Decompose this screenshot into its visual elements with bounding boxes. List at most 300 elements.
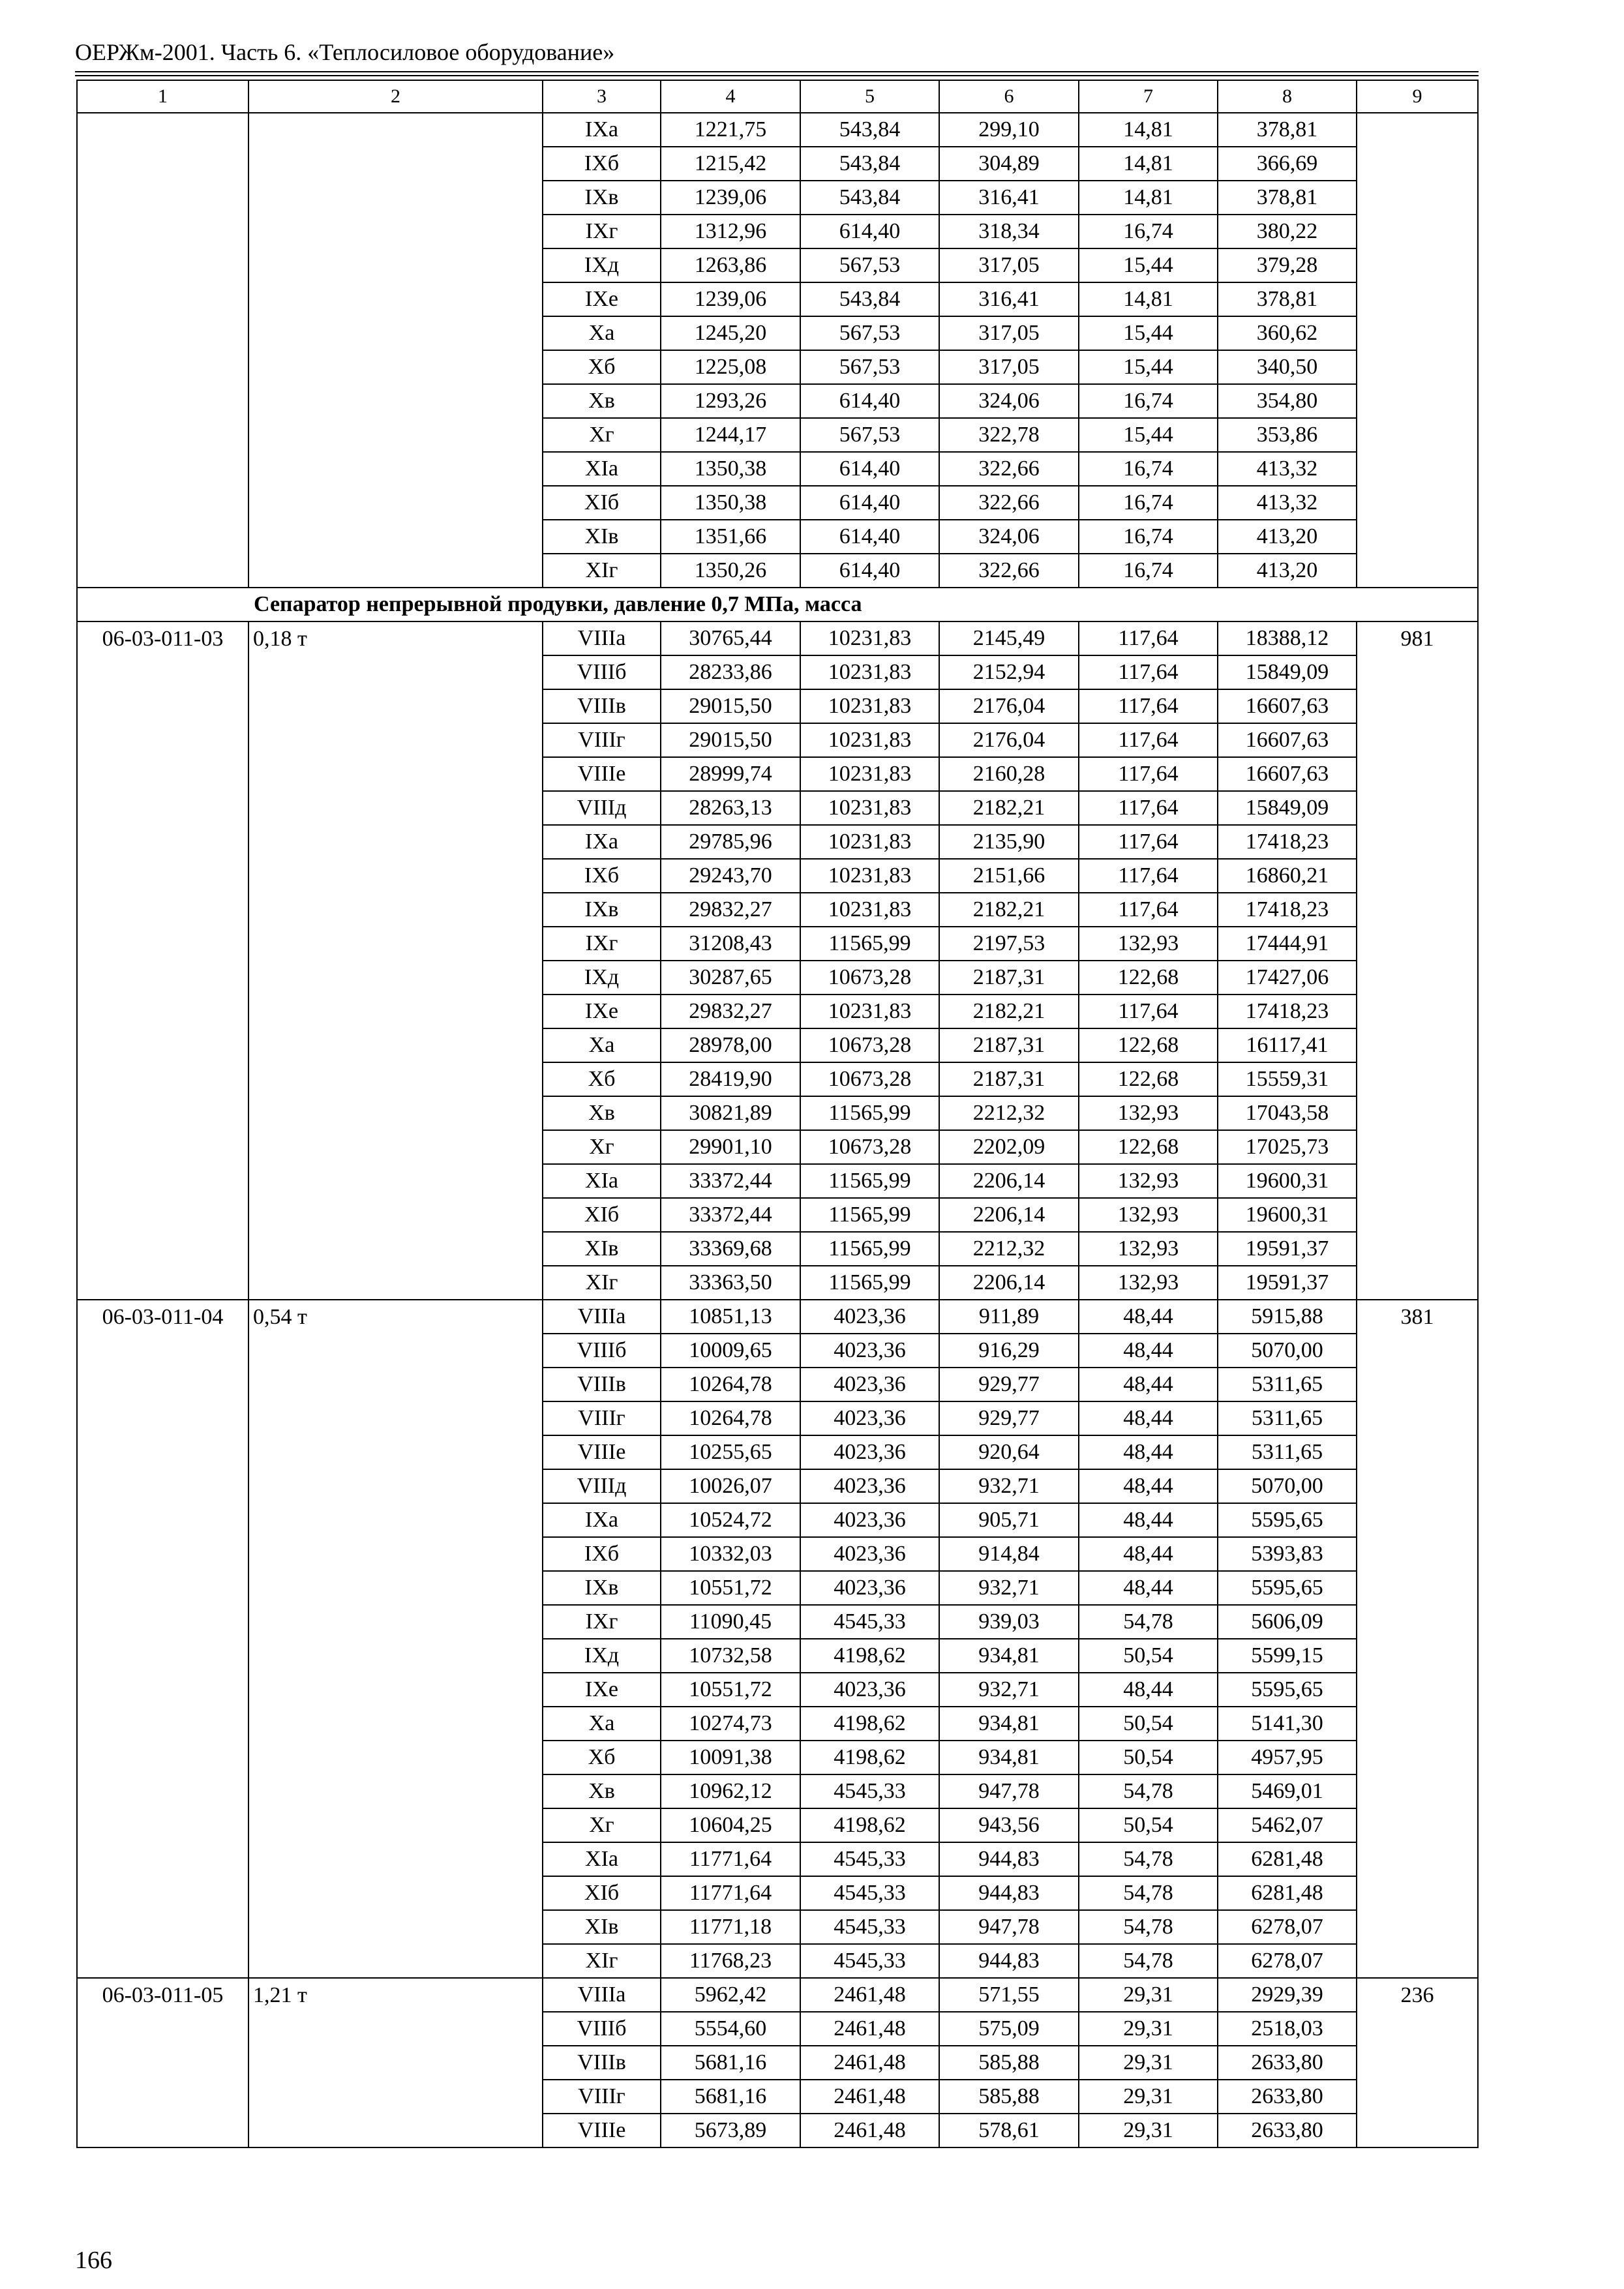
parameter-cell <box>248 1707 543 1741</box>
value-cell: 15,44 <box>1079 418 1218 452</box>
value-cell: 16,74 <box>1079 486 1218 520</box>
parameter-cell <box>248 1096 543 1130</box>
value-cell: 5673,89 <box>661 2114 800 2147</box>
col9-cell <box>1357 248 1478 282</box>
zone-cell: IХг <box>543 927 661 961</box>
col9-cell <box>1357 1503 1478 1537</box>
value-cell: 31208,43 <box>661 927 800 961</box>
value-cell: 10673,28 <box>800 1062 939 1096</box>
table-row <box>77 1639 1478 1673</box>
zone-cell: VIIIг <box>543 723 661 757</box>
value-cell: 16607,63 <box>1218 757 1357 791</box>
value-cell: 1312,96 <box>661 215 800 248</box>
value-cell: 354,80 <box>1218 384 1357 418</box>
value-cell: 316,41 <box>939 282 1079 316</box>
table-row <box>77 282 1478 316</box>
parameter-cell <box>248 927 543 961</box>
table-row <box>77 1571 1478 1605</box>
parameter-cell <box>248 316 543 350</box>
value-cell: 2197,53 <box>939 927 1079 961</box>
zone-cell: IХд <box>543 961 661 995</box>
zone-cell: ХIв <box>543 1232 661 1266</box>
value-cell: 29832,27 <box>661 893 800 927</box>
value-cell: 132,93 <box>1079 1164 1218 1198</box>
code-cell <box>77 1198 248 1232</box>
table-row <box>77 1808 1478 1842</box>
page-number: 166 <box>75 2247 112 2274</box>
table-row <box>77 621 1478 655</box>
value-cell: 117,64 <box>1079 757 1218 791</box>
col9-cell <box>1357 1164 1478 1198</box>
code-cell <box>77 1435 248 1469</box>
parameter-cell <box>248 1639 543 1673</box>
value-cell: 932,71 <box>939 1469 1079 1503</box>
zone-cell: IХе <box>543 282 661 316</box>
value-cell: 1244,17 <box>661 418 800 452</box>
table-row <box>77 1028 1478 1062</box>
code-cell <box>77 1164 248 1198</box>
table-row <box>77 1368 1478 1401</box>
value-cell: 2461,48 <box>800 2080 939 2114</box>
parameter-cell <box>248 1130 543 1164</box>
value-cell: 17043,58 <box>1218 1096 1357 1130</box>
table-row <box>77 486 1478 520</box>
value-cell: 5469,01 <box>1218 1774 1357 1808</box>
value-cell: 10231,83 <box>800 723 939 757</box>
parameter-cell <box>248 452 543 486</box>
table-row <box>77 1876 1478 1910</box>
value-cell: 17418,23 <box>1218 995 1357 1028</box>
zone-cell: Ха <box>543 1028 661 1062</box>
value-cell: 16117,41 <box>1218 1028 1357 1062</box>
value-cell: 10231,83 <box>800 621 939 655</box>
zone-cell: ХIб <box>543 486 661 520</box>
value-cell: 2151,66 <box>939 859 1079 893</box>
value-cell: 6278,07 <box>1218 1944 1357 1978</box>
table-row <box>77 1198 1478 1232</box>
col9-cell <box>1357 655 1478 689</box>
table-row <box>77 859 1478 893</box>
code-cell <box>77 350 248 384</box>
zone-cell: Хг <box>543 1130 661 1164</box>
value-cell: 54,78 <box>1079 1910 1218 1944</box>
value-cell: 2461,48 <box>800 2046 939 2080</box>
value-cell: 934,81 <box>939 1741 1079 1774</box>
value-cell: 1263,86 <box>661 248 800 282</box>
parameter-cell <box>248 655 543 689</box>
zone-cell: VIIIд <box>543 791 661 825</box>
value-cell: 4198,62 <box>800 1808 939 1842</box>
code-cell <box>77 1707 248 1741</box>
value-cell: 317,05 <box>939 248 1079 282</box>
value-cell: 947,78 <box>939 1774 1079 1808</box>
parameter-cell <box>248 1605 543 1639</box>
col9-cell <box>1357 282 1478 316</box>
table-row <box>77 1469 1478 1503</box>
value-cell: 16,74 <box>1079 520 1218 554</box>
value-cell: 29901,10 <box>661 1130 800 1164</box>
column-number: 9 <box>1357 80 1478 113</box>
col9-cell <box>1357 893 1478 927</box>
value-cell: 17025,73 <box>1218 1130 1357 1164</box>
col9-cell <box>1357 757 1478 791</box>
value-cell: 15,44 <box>1079 248 1218 282</box>
value-cell: 567,53 <box>800 316 939 350</box>
parameter-cell <box>248 181 543 215</box>
value-cell: 122,68 <box>1079 1028 1218 1062</box>
col9-cell <box>1357 1062 1478 1096</box>
value-cell: 14,81 <box>1079 282 1218 316</box>
value-cell: 4957,95 <box>1218 1741 1357 1774</box>
rates-table <box>76 80 1479 2148</box>
value-cell: 4023,36 <box>800 1503 939 1537</box>
table-row <box>77 2012 1478 2046</box>
value-cell: 16,74 <box>1079 452 1218 486</box>
value-cell: 132,93 <box>1079 1198 1218 1232</box>
parameter-cell <box>248 1368 543 1401</box>
value-cell: 1215,42 <box>661 147 800 181</box>
parameter-cell <box>248 1842 543 1876</box>
table-row <box>77 1842 1478 1876</box>
value-cell: 944,83 <box>939 1876 1079 1910</box>
value-cell: 2187,31 <box>939 1028 1079 1062</box>
value-cell: 28419,90 <box>661 1062 800 1096</box>
col9-cell <box>1357 181 1478 215</box>
value-cell: 939,03 <box>939 1605 1079 1639</box>
value-cell: 5606,09 <box>1218 1605 1357 1639</box>
value-cell: 6281,48 <box>1218 1842 1357 1876</box>
table-row <box>77 554 1478 588</box>
value-cell: 10673,28 <box>800 961 939 995</box>
value-cell: 2176,04 <box>939 689 1079 723</box>
value-cell: 378,81 <box>1218 282 1357 316</box>
value-cell: 5393,83 <box>1218 1537 1357 1571</box>
col9-cell <box>1357 791 1478 825</box>
value-cell: 353,86 <box>1218 418 1357 452</box>
parameter-cell <box>248 859 543 893</box>
value-cell: 324,06 <box>939 520 1079 554</box>
zone-cell: Хв <box>543 1096 661 1130</box>
zone-cell: VIIIе <box>543 2114 661 2147</box>
parameter-cell <box>248 1062 543 1096</box>
value-cell: 48,44 <box>1079 1435 1218 1469</box>
value-cell: 2212,32 <box>939 1232 1079 1266</box>
code-cell <box>77 282 248 316</box>
col9-cell <box>1357 1469 1478 1503</box>
table-row <box>77 350 1478 384</box>
col9-cell <box>1357 995 1478 1028</box>
code-cell <box>77 1842 248 1876</box>
value-cell: 17418,23 <box>1218 893 1357 927</box>
code-cell <box>77 2012 248 2046</box>
value-cell: 324,06 <box>939 384 1079 418</box>
value-cell: 614,40 <box>800 520 939 554</box>
value-cell: 50,54 <box>1079 1639 1218 1673</box>
value-cell: 4023,36 <box>800 1300 939 1334</box>
code-cell <box>77 961 248 995</box>
value-cell: 5962,42 <box>661 1978 800 2012</box>
value-cell: 29832,27 <box>661 995 800 1028</box>
parameter-cell <box>248 1469 543 1503</box>
table-row <box>77 1062 1478 1096</box>
value-cell: 11771,64 <box>661 1842 800 1876</box>
zone-cell: Хб <box>543 1062 661 1096</box>
value-cell: 1350,38 <box>661 486 800 520</box>
value-cell: 28978,00 <box>661 1028 800 1062</box>
table-row <box>77 1978 1478 2012</box>
table-row <box>77 1741 1478 1774</box>
code-cell <box>77 215 248 248</box>
col9-cell <box>1357 1232 1478 1266</box>
value-cell: 28999,74 <box>661 757 800 791</box>
value-cell: 54,78 <box>1079 1605 1218 1639</box>
value-cell: 48,44 <box>1079 1368 1218 1401</box>
value-cell: 50,54 <box>1079 1741 1218 1774</box>
value-cell: 10332,03 <box>661 1537 800 1571</box>
code-cell <box>77 1028 248 1062</box>
col9-cell <box>1357 1876 1478 1910</box>
value-cell: 567,53 <box>800 418 939 452</box>
value-cell: 30287,65 <box>661 961 800 995</box>
code-cell: 06-03-011-03 <box>77 621 248 655</box>
col9-cell <box>1357 350 1478 384</box>
column-number: 4 <box>661 80 800 113</box>
value-cell: 2633,80 <box>1218 2080 1357 2114</box>
parameter-cell <box>248 215 543 248</box>
value-cell: 2182,21 <box>939 995 1079 1028</box>
value-cell: 2461,48 <box>800 2114 939 2147</box>
col9-cell: 236 <box>1357 1978 1478 2012</box>
value-cell: 413,20 <box>1218 554 1357 588</box>
value-cell: 2187,31 <box>939 961 1079 995</box>
value-cell: 934,81 <box>939 1707 1079 1741</box>
value-cell: 5681,16 <box>661 2080 800 2114</box>
code-cell <box>77 452 248 486</box>
value-cell: 413,20 <box>1218 520 1357 554</box>
value-cell: 5595,65 <box>1218 1503 1357 1537</box>
value-cell: 920,64 <box>939 1435 1079 1469</box>
col9-cell <box>1357 1028 1478 1062</box>
table-row <box>77 384 1478 418</box>
value-cell: 543,84 <box>800 147 939 181</box>
value-cell: 2206,14 <box>939 1198 1079 1232</box>
value-cell: 132,93 <box>1079 1232 1218 1266</box>
code-cell <box>77 1910 248 1944</box>
zone-cell: Ха <box>543 1707 661 1741</box>
value-cell: 28263,13 <box>661 791 800 825</box>
parameter-cell <box>248 893 543 927</box>
table-row <box>77 1605 1478 1639</box>
code-cell <box>77 1469 248 1503</box>
value-cell: 10231,83 <box>800 825 939 859</box>
rates-table-body <box>77 80 1478 2147</box>
code-cell <box>77 689 248 723</box>
column-number: 1 <box>77 80 248 113</box>
value-cell: 10673,28 <box>800 1028 939 1062</box>
value-cell: 4023,36 <box>800 1435 939 1469</box>
value-cell: 2206,14 <box>939 1266 1079 1300</box>
parameter-cell <box>248 1537 543 1571</box>
code-cell <box>77 995 248 1028</box>
col9-cell <box>1357 1605 1478 1639</box>
table-row <box>77 452 1478 486</box>
value-cell: 29015,50 <box>661 723 800 757</box>
value-cell: 19600,31 <box>1218 1198 1357 1232</box>
value-cell: 10264,78 <box>661 1368 800 1401</box>
parameter-cell <box>248 282 543 316</box>
table-row <box>77 927 1478 961</box>
code-cell <box>77 554 248 588</box>
value-cell: 378,81 <box>1218 113 1357 147</box>
value-cell: 5070,00 <box>1218 1334 1357 1368</box>
value-cell: 11565,99 <box>800 1266 939 1300</box>
value-cell: 571,55 <box>939 1978 1079 2012</box>
column-number: 6 <box>939 80 1079 113</box>
value-cell: 5311,65 <box>1218 1401 1357 1435</box>
col9-cell <box>1357 1707 1478 1741</box>
code-cell <box>77 1401 248 1435</box>
value-cell: 929,77 <box>939 1368 1079 1401</box>
parameter-cell <box>248 554 543 588</box>
zone-cell: VIIIб <box>543 1334 661 1368</box>
code-cell <box>77 1876 248 1910</box>
header-rule-top <box>75 71 1479 72</box>
value-cell: 11768,23 <box>661 1944 800 1978</box>
zone-cell: IХа <box>543 113 661 147</box>
code-cell <box>77 757 248 791</box>
code-cell <box>77 1741 248 1774</box>
table-row <box>77 418 1478 452</box>
zone-cell: IХе <box>543 995 661 1028</box>
table-row <box>77 1707 1478 1741</box>
parameter-cell <box>248 248 543 282</box>
table-row <box>77 2114 1478 2147</box>
parameter-cell <box>248 1944 543 1978</box>
col9-cell <box>1357 2114 1478 2147</box>
value-cell: 916,29 <box>939 1334 1079 1368</box>
value-cell: 905,71 <box>939 1503 1079 1537</box>
parameter-cell <box>248 1774 543 1808</box>
parameter-cell <box>248 2012 543 2046</box>
value-cell: 4023,36 <box>800 1469 939 1503</box>
value-cell: 322,78 <box>939 418 1079 452</box>
value-cell: 4023,36 <box>800 1571 939 1605</box>
code-cell <box>77 1334 248 1368</box>
value-cell: 29,31 <box>1079 1978 1218 2012</box>
value-cell: 5595,65 <box>1218 1673 1357 1707</box>
code-cell: 06-03-011-05 <box>77 1978 248 2012</box>
table-row <box>77 248 1478 282</box>
zone-cell: Хб <box>543 1741 661 1774</box>
value-cell: 317,05 <box>939 350 1079 384</box>
table-row <box>77 147 1478 181</box>
parameter-cell <box>248 1876 543 1910</box>
code-cell <box>77 1232 248 1266</box>
parameter-cell <box>248 1266 543 1300</box>
col9-cell <box>1357 554 1478 588</box>
code-cell <box>77 927 248 961</box>
parameter-cell <box>248 1503 543 1537</box>
zone-cell: Хб <box>543 350 661 384</box>
value-cell: 2633,80 <box>1218 2114 1357 2147</box>
value-cell: 947,78 <box>939 1910 1079 1944</box>
value-cell: 10604,25 <box>661 1808 800 1842</box>
value-cell: 2461,48 <box>800 1978 939 2012</box>
value-cell: 117,64 <box>1079 825 1218 859</box>
zone-cell: IХг <box>543 1605 661 1639</box>
value-cell: 117,64 <box>1079 689 1218 723</box>
zone-cell: ХIв <box>543 520 661 554</box>
zone-cell: ХIв <box>543 1910 661 1944</box>
value-cell: 16607,63 <box>1218 723 1357 757</box>
zone-cell: ХIа <box>543 1842 661 1876</box>
value-cell: 379,28 <box>1218 248 1357 282</box>
table-row <box>77 1944 1478 1978</box>
parameter-cell <box>248 1198 543 1232</box>
column-number: 3 <box>543 80 661 113</box>
code-cell <box>77 486 248 520</box>
code-cell <box>77 1774 248 1808</box>
value-cell: 11565,99 <box>800 1164 939 1198</box>
value-cell: 4198,62 <box>800 1741 939 1774</box>
col9-cell <box>1357 1537 1478 1571</box>
code-cell <box>77 1096 248 1130</box>
value-cell: 5311,65 <box>1218 1435 1357 1469</box>
value-cell: 380,22 <box>1218 215 1357 248</box>
col9-cell <box>1357 1639 1478 1673</box>
value-cell: 614,40 <box>800 384 939 418</box>
value-cell: 10026,07 <box>661 1469 800 1503</box>
value-cell: 413,32 <box>1218 452 1357 486</box>
zone-cell: VIIIв <box>543 2046 661 2080</box>
parameter-cell <box>248 689 543 723</box>
value-cell: 1239,06 <box>661 181 800 215</box>
value-cell: 10231,83 <box>800 757 939 791</box>
value-cell: 4198,62 <box>800 1707 939 1741</box>
code-cell <box>77 2046 248 2080</box>
column-number: 2 <box>248 80 543 113</box>
value-cell: 10264,78 <box>661 1401 800 1435</box>
value-cell: 15849,09 <box>1218 655 1357 689</box>
header-rule-bottom <box>75 75 1479 76</box>
code-cell <box>77 1639 248 1673</box>
col9-cell <box>1357 1944 1478 1978</box>
parameter-cell <box>248 2114 543 2147</box>
value-cell: 10551,72 <box>661 1673 800 1707</box>
value-cell: 5554,60 <box>661 2012 800 2046</box>
code-cell <box>77 2080 248 2114</box>
value-cell: 5915,88 <box>1218 1300 1357 1334</box>
value-cell: 15849,09 <box>1218 791 1357 825</box>
value-cell: 4545,33 <box>800 1605 939 1639</box>
parameter-cell: 0,54 т <box>248 1300 543 1334</box>
value-cell: 10231,83 <box>800 791 939 825</box>
zone-cell: VIIIб <box>543 2012 661 2046</box>
value-cell: 33369,68 <box>661 1232 800 1266</box>
value-cell: 48,44 <box>1079 1469 1218 1503</box>
value-cell: 17427,06 <box>1218 961 1357 995</box>
value-cell: 5070,00 <box>1218 1469 1357 1503</box>
value-cell: 944,83 <box>939 1842 1079 1876</box>
value-cell: 11771,18 <box>661 1910 800 1944</box>
value-cell: 2160,28 <box>939 757 1079 791</box>
value-cell: 5311,65 <box>1218 1368 1357 1401</box>
col9-cell <box>1357 1808 1478 1842</box>
zone-cell: IХа <box>543 825 661 859</box>
col9-cell <box>1357 1368 1478 1401</box>
col9-cell <box>1357 1334 1478 1368</box>
value-cell: 4198,62 <box>800 1639 939 1673</box>
